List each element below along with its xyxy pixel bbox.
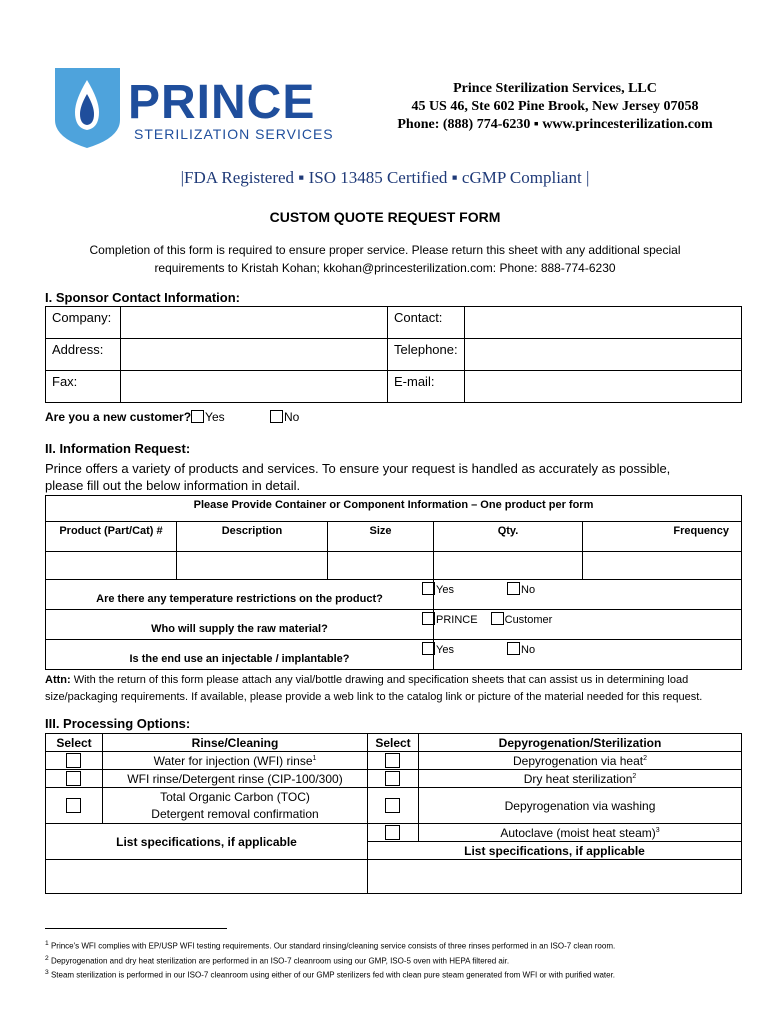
processing-options-table: [45, 733, 742, 894]
rinse-detergent-select: [46, 770, 103, 788]
depyro-dry-footnote-ref: 2: [632, 772, 637, 780]
footnote-3-marker: 3: [45, 969, 49, 977]
depyro-autoclave-option: [419, 824, 742, 842]
rinse-detergent-label: WFI rinse/Detergent rinse (CIP-100/300): [103, 770, 368, 788]
attn-note: [45, 672, 745, 706]
footnote-1-marker: 1: [45, 940, 49, 947]
rinse-specs-field[interactable]: [46, 860, 368, 894]
depyro-list-specs: List specifications, if applicable: [368, 842, 742, 860]
footnotes: [45, 938, 745, 982]
injectable-yes-label: Yes: [436, 644, 454, 656]
fax-label: Fax:: [46, 371, 121, 403]
footnote-3: Steam sterilization is performed in our ISO-7 cleanroom using either of our GMP sterilizers fed with clean pure steam generated from WFI or with purified water.: [50, 970, 616, 980]
section2-heading: II. Information Request:: [45, 441, 191, 456]
company-info: [380, 80, 730, 134]
depyro-heat-select: [368, 752, 419, 770]
raw-material-prince-checkbox[interactable]: [422, 612, 435, 625]
section2-description: [45, 460, 670, 494]
new-customer-yes-checkbox[interactable]: [191, 410, 204, 423]
depyro-autoclave-checkbox[interactable]: [385, 825, 400, 840]
temperature-yes-checkbox[interactable]: [422, 582, 435, 595]
rinse-toc-checkbox[interactable]: [66, 798, 81, 813]
attn-text-1: With the return of this form please attach any vial/bottle drawing and specification sheets that can assist us in determining load: [70, 674, 689, 686]
raw-material-customer-checkbox[interactable]: [491, 612, 504, 625]
intro-line-1: Completion of this form is required to ensure proper service. Please return this sheet with any additional special: [89, 243, 681, 257]
company-phone-web: Phone: (888) 774-6230 ▪ www.princesterilization.com: [397, 117, 713, 132]
temperature-question: Are there any temperature restrictions on the product?: [46, 580, 434, 610]
rinse-wfi-label: Water for injection (WFI) rinse: [153, 753, 313, 768]
new-customer-no-label: No: [284, 410, 300, 424]
depyro-autoclave-footnote-ref: 3: [655, 826, 660, 834]
section2-desc-line2: please fill out the below information in detail.: [45, 478, 301, 493]
footnote-2: Depyrogenation and dry heat sterilization are performed in an ISO-7 cleanroom using our GMP, ISO-5 oven with HEPA filtered air.: [50, 956, 510, 966]
injectable-question: Is the end use an injectable / implantable?: [46, 640, 434, 670]
contact-field[interactable]: [464, 307, 741, 339]
depyro-dry-select: [368, 770, 419, 788]
col-product-header: Product (Part/Cat) #: [46, 522, 177, 552]
depyro-heat-checkbox[interactable]: [385, 753, 400, 768]
rinse-toc-label-2: Detergent removal confirmation: [151, 806, 319, 821]
new-customer-no-checkbox[interactable]: [270, 410, 283, 423]
intro-line-2: requirements to Kristah Kohan; kkohan@princesterilization.com: Phone: 888-774-6230: [154, 261, 616, 275]
footnote-divider: [45, 928, 227, 929]
company-label: Company:: [46, 307, 121, 339]
address-label: Address:: [46, 339, 121, 371]
depyro-dry-label: Dry heat sterilization: [523, 771, 633, 786]
col-description-header: Description: [177, 522, 328, 552]
section2-desc-line1: Prince offers a variety of products and services. To ensure your request is handled as accurately as possible,: [45, 461, 671, 476]
depyro-heat-option: [419, 752, 742, 770]
logo-wordmark: PRINCE: [128, 76, 316, 129]
product-info-table: [45, 495, 742, 670]
email-label: E-mail:: [388, 371, 465, 403]
footnote-1: Prince's WFI complies with EP/USP WFI testing requirements. Our standard rinsing/cleaning service consists of three rinses performed in an ISO-7 clean room.: [50, 941, 616, 951]
rinse-toc-select: [46, 788, 103, 824]
new-customer-question: Are you a new customer?: [45, 410, 192, 424]
contact-label: Contact:: [388, 307, 465, 339]
attn-label: Attn:: [45, 674, 71, 686]
raw-material-question: Who will supply the raw material?: [46, 610, 434, 640]
depyro-washing-checkbox[interactable]: [385, 798, 400, 813]
temperature-yes-label: Yes: [436, 584, 454, 596]
temperature-no-checkbox[interactable]: [507, 582, 520, 595]
section1-heading: I. Sponsor Contact Information:: [45, 290, 240, 305]
rinse-toc-label-1: Total Organic Carbon (TOC): [160, 789, 310, 804]
company-field[interactable]: [121, 307, 388, 339]
injectable-no-label: No: [521, 644, 536, 656]
attn-text-2: size/packaging requirements. If available, please provide a web link to the catalog link or picture of the material needed for this request.: [45, 691, 703, 703]
injectable-no-checkbox[interactable]: [507, 642, 520, 655]
telephone-field[interactable]: [464, 339, 741, 371]
frequency-field[interactable]: [583, 552, 742, 580]
rinse-wfi-option: [103, 752, 368, 770]
col-frequency-header: Frequency: [583, 522, 742, 552]
injectable-yes-checkbox[interactable]: [422, 642, 435, 655]
intro-text: [60, 241, 710, 277]
temperature-no-label: No: [521, 584, 536, 596]
logo-subtitle: STERILIZATION SERVICES: [134, 126, 334, 142]
fax-field[interactable]: [121, 371, 388, 403]
col-qty-header: Qty.: [434, 522, 583, 552]
section3-heading: III. Processing Options:: [45, 716, 191, 731]
address-field[interactable]: [121, 339, 388, 371]
temperature-options: [434, 580, 742, 610]
product-table-caption: Please Provide Container or Component Information – One product per form: [46, 496, 742, 522]
footnote-2-marker: 2: [45, 954, 49, 962]
sponsor-contact-table: [45, 306, 742, 403]
depyro-autoclave-select: [368, 824, 419, 842]
depyro-washing-label: Depyrogenation via washing: [419, 788, 742, 824]
rinse-header: Rinse/Cleaning: [103, 734, 368, 752]
raw-material-options: [434, 610, 742, 640]
new-customer-yes-label: Yes: [205, 410, 225, 424]
new-customer-no-row: [270, 410, 299, 424]
telephone-label: Telephone:: [388, 339, 465, 371]
depyro-specs-field[interactable]: [368, 860, 742, 894]
depyro-dry-option: [419, 770, 742, 788]
depyro-dry-checkbox[interactable]: [385, 771, 400, 786]
rinse-list-specs: List specifications, if applicable: [46, 824, 368, 860]
rinse-toc-option: [103, 788, 368, 824]
injectable-options: [434, 640, 742, 670]
certifications-banner: |FDA Registered ▪ ISO 13485 Certified ▪ cGMP Compliant |: [180, 168, 590, 187]
raw-material-prince-label: PRINCE: [436, 614, 478, 626]
rinse-wfi-select: [46, 752, 103, 770]
form-title: CUSTOM QUOTE REQUEST FORM: [269, 209, 501, 225]
qty-field[interactable]: [434, 552, 583, 580]
depyro-autoclave-label: Autoclave (moist heat steam): [500, 825, 656, 840]
rinse-detergent-checkbox[interactable]: [66, 771, 81, 786]
rinse-wfi-footnote-ref: 1: [312, 754, 317, 762]
new-customer-row: [45, 410, 225, 424]
depyro-washing-select: [368, 788, 419, 824]
company-name: Prince Sterilization Services, LLC: [453, 81, 657, 96]
depyro-header: Depyrogenation/Sterilization: [419, 734, 742, 752]
company-address: 45 US 46, Ste 602 Pine Brook, New Jersey 07058: [411, 99, 699, 114]
size-field[interactable]: [328, 552, 434, 580]
rinse-select-header: Select: [46, 734, 103, 752]
depyro-select-header: Select: [368, 734, 419, 752]
email-field[interactable]: [464, 371, 741, 403]
col-size-header: Size: [328, 522, 434, 552]
rinse-wfi-checkbox[interactable]: [66, 753, 81, 768]
depyro-heat-label: Depyrogenation via heat: [513, 753, 644, 768]
description-field[interactable]: [177, 552, 328, 580]
raw-material-customer-label: Customer: [504, 614, 553, 626]
depyro-heat-footnote-ref: 2: [643, 754, 647, 762]
product-field[interactable]: [46, 552, 177, 580]
